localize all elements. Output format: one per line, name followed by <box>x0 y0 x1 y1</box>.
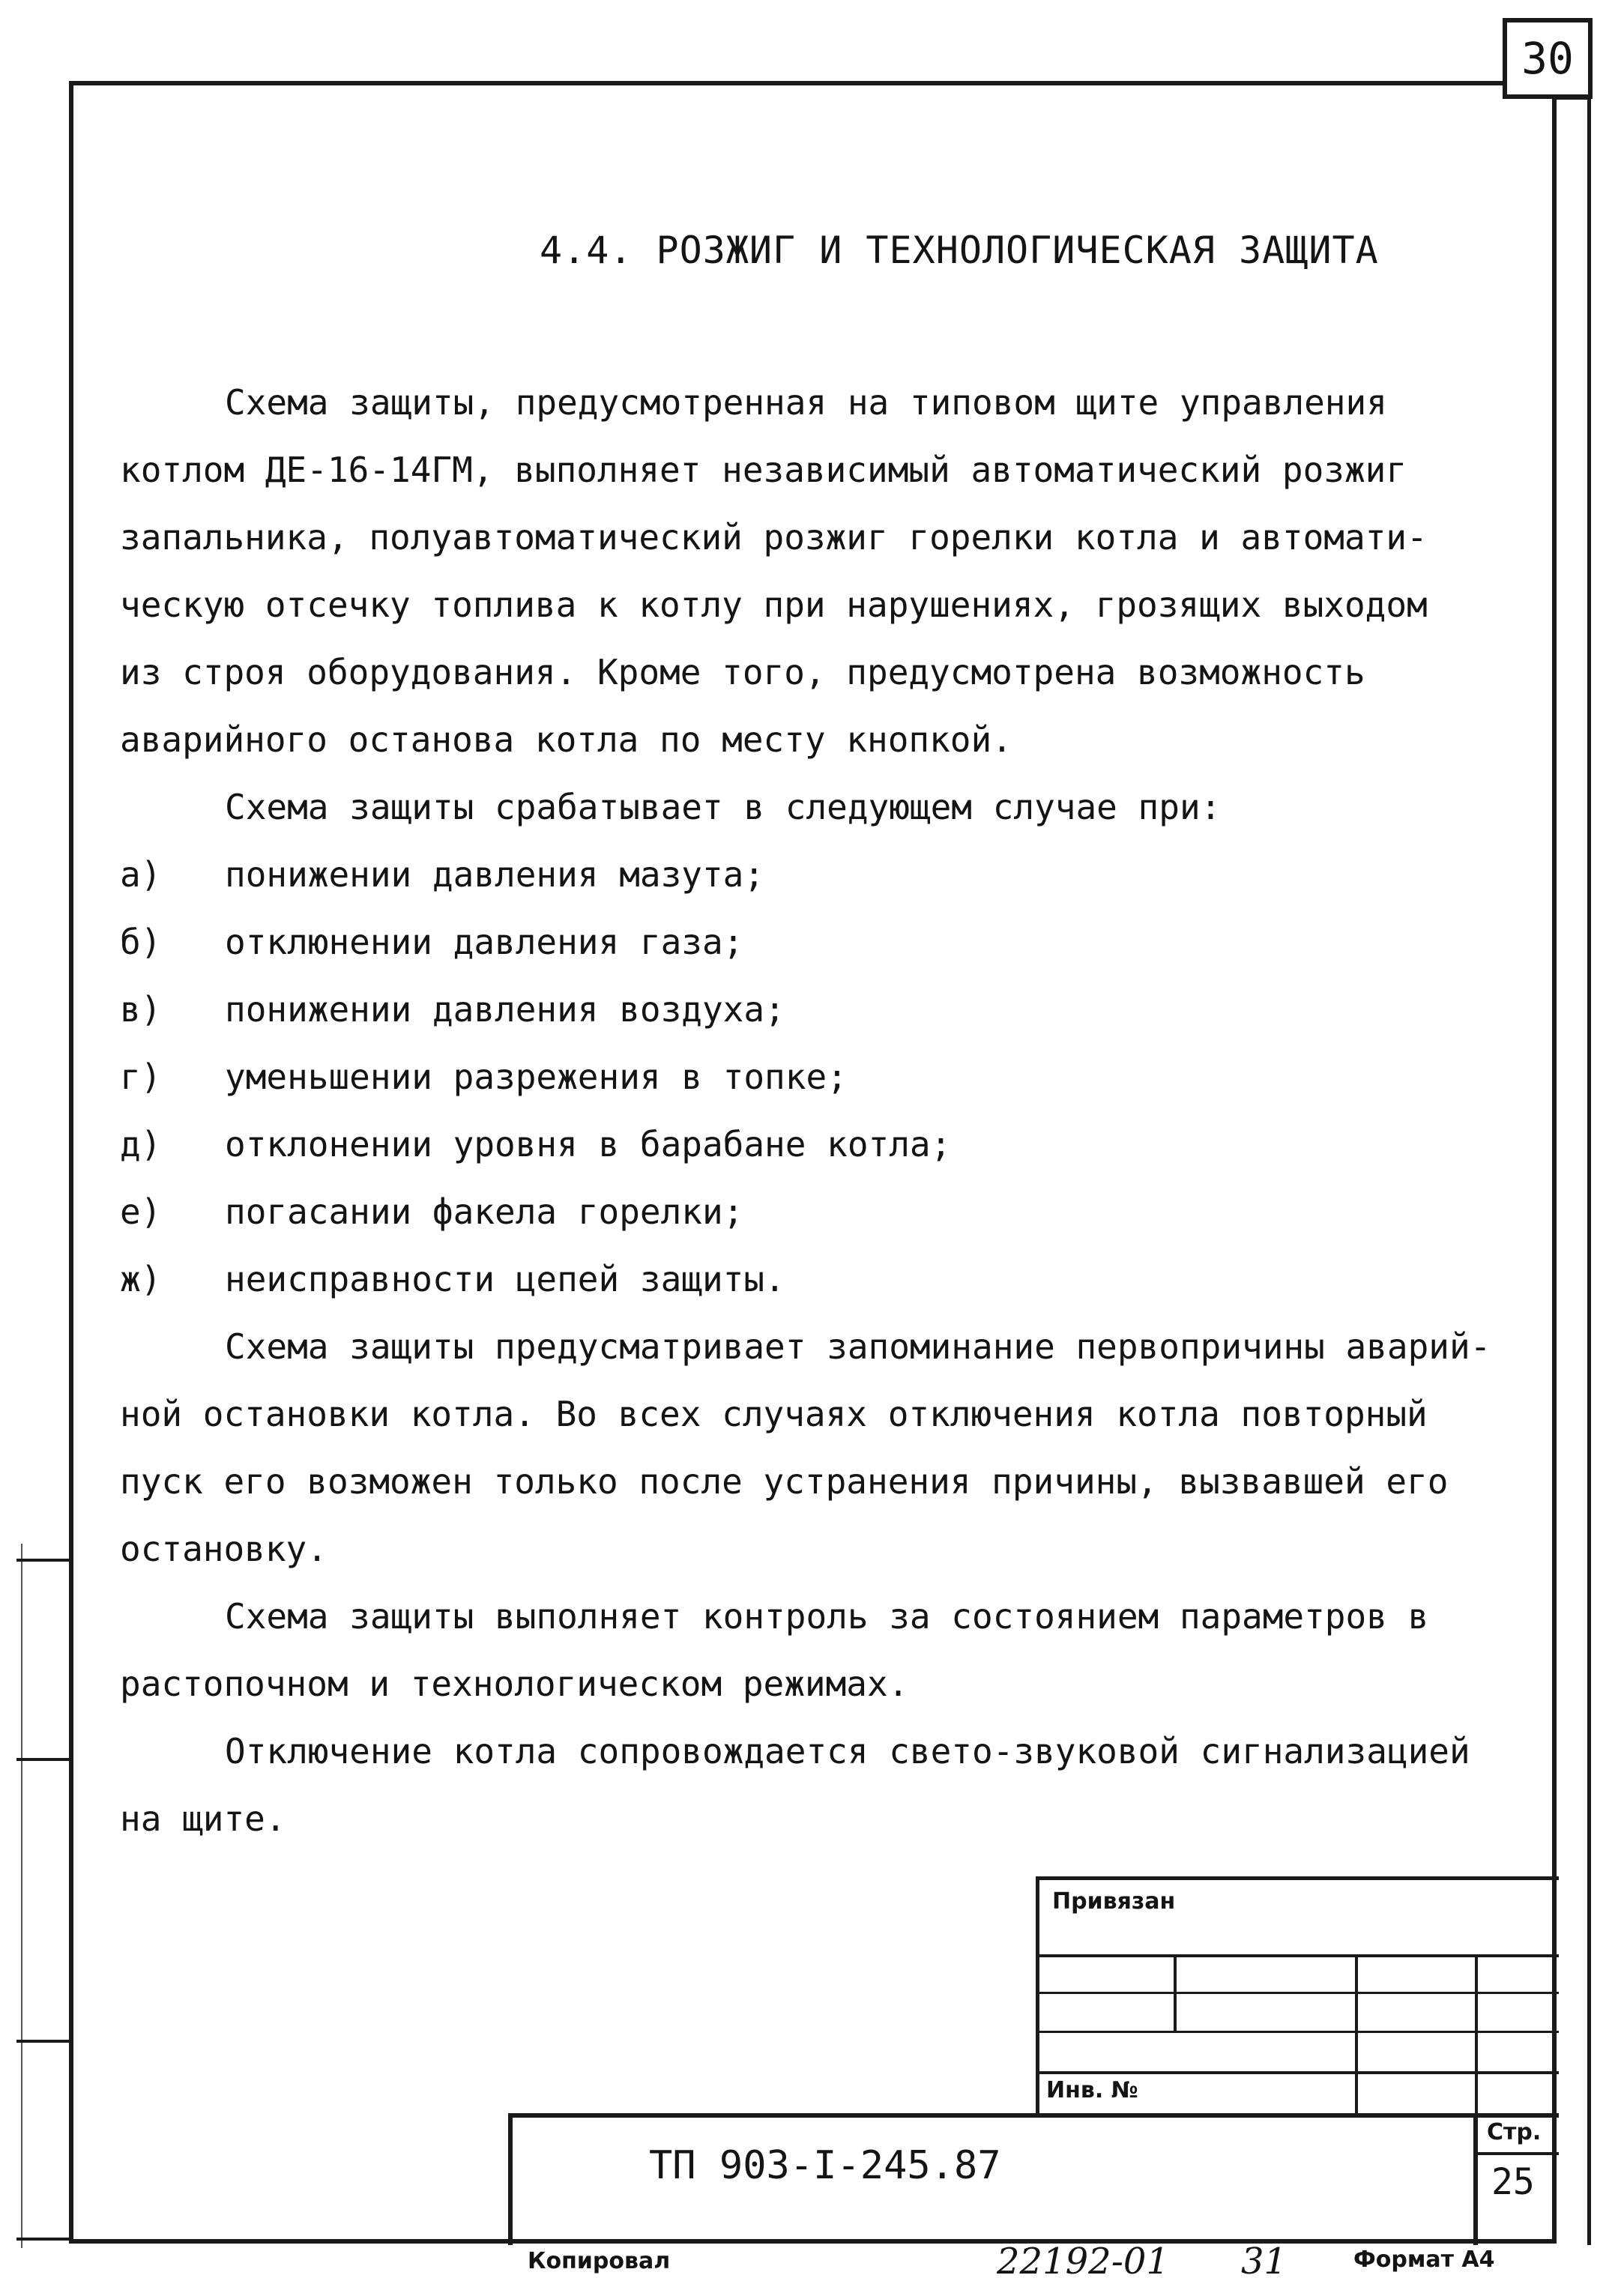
list-item <box>120 976 1514 1043</box>
margin-tick-2 <box>16 1758 70 1761</box>
list-marker: г) <box>120 1057 162 1097</box>
paragraph-2-line: Схема защиты предусматривает запоминание первопричины аварий- <box>225 1326 1491 1367</box>
stamp-sheet-col <box>1473 2113 1478 2245</box>
paragraph-4-line: Отключение котла сопровождается свето-звуковой сигнализацией <box>225 1731 1470 1771</box>
paragraph-3-line: Схема защиты выполняет контроль за состоянием параметров в <box>225 1596 1429 1637</box>
list-text: отклюнении давления газа; <box>225 922 744 962</box>
list-marker: б) <box>120 922 162 962</box>
list-item <box>120 1178 1514 1245</box>
sheet-label: Стр. <box>1487 2119 1542 2145</box>
list-text: понижении давления мазута; <box>225 854 765 895</box>
list-item <box>120 1111 1514 1178</box>
paragraph-1-line: из строя оборудования. Кроме того, предусмотрена возможность <box>120 652 1365 692</box>
list-item <box>120 908 1514 976</box>
section-title: 4.4. РОЗЖИГ И ТЕХНОЛОГИЧЕСКАЯ ЗАЩИТА <box>540 229 1379 272</box>
list-item <box>120 841 1514 908</box>
handwritten-number: 22192-01 <box>997 2241 1169 2283</box>
paragraph-1-line: аварийного останова котла по месту кнопкой. <box>120 719 1012 760</box>
page-number: 30 <box>1503 18 1593 99</box>
paragraph-2-line: ной остановки котла. Во всех случаях отключения котла повторный <box>120 1394 1428 1434</box>
list-item <box>120 1245 1514 1313</box>
paragraph-4-line: на щите. <box>120 1798 286 1839</box>
margin-tick-4 <box>16 2238 70 2241</box>
paragraph-1-line: котлом ДЕ-16-14ГМ, выполняет независимый автоматический розжиг <box>120 450 1407 490</box>
list-text: погасании факела горелки; <box>225 1191 744 1232</box>
frame-outer-right <box>1587 97 1591 2245</box>
list-text: уменьшении разрежения в топке; <box>225 1057 848 1097</box>
paragraph-1-line: ческую отсечку топлива к котлу при нарушениях, грозящих выходом <box>120 584 1428 625</box>
stamp-sheet-row <box>1473 2152 1559 2155</box>
paragraph-3-line: растопочном и технологическом режимах. <box>120 1664 909 1704</box>
list-marker: а) <box>120 854 162 895</box>
handwritten-page: 31 <box>1241 2241 1288 2283</box>
list-text: отклонении уровня в барабане котла; <box>225 1124 952 1164</box>
stamp-upper-top <box>1036 1876 1559 1880</box>
paragraph-1-line: Схема защиты, предусмотренная на типовом щите управления <box>225 382 1387 423</box>
stamp-row-1 <box>1036 1954 1559 1957</box>
body-text <box>120 369 1514 1852</box>
stamp-col-1 <box>1174 1954 1177 2032</box>
copied-label: Копировал <box>528 2248 671 2274</box>
format-label: Формат А4 <box>1353 2247 1495 2273</box>
list-marker: д) <box>120 1124 162 1164</box>
stamp-row-2 <box>1036 1992 1559 1994</box>
list-intro: Схема защиты срабатывает в следующем случае при: <box>225 787 1222 827</box>
list-marker: е) <box>120 1191 162 1232</box>
margin-tick-1 <box>16 1559 70 1562</box>
list-item <box>120 1043 1514 1111</box>
list-marker: в) <box>120 989 162 1030</box>
stamp-upper-left <box>1036 1876 1039 2116</box>
paragraph-2-line: пуск его возможен только после устранения причины, вызвавшей его <box>120 1461 1449 1502</box>
bound-label: Привязан <box>1052 1888 1176 1915</box>
stamp-col-3 <box>1475 1954 1478 2116</box>
sheet-number: 25 <box>1491 2161 1535 2203</box>
inv-label: Инв. № <box>1046 2077 1138 2103</box>
stamp-col-2 <box>1355 1954 1358 2116</box>
stamp-row-4 <box>1036 2071 1559 2074</box>
paragraph-2-line: остановку. <box>120 1529 327 1569</box>
list-text: понижении давления воздуха; <box>225 989 785 1030</box>
paragraph-1-line: запальника, полуавтоматический розжиг горелки котла и автомати- <box>120 517 1428 558</box>
document-code: ТП 903-I-245.87 <box>649 2143 1001 2188</box>
list-text: неисправности цепей защиты. <box>225 1259 785 1299</box>
list-marker: ж) <box>120 1259 162 1299</box>
stamp-lower-top <box>508 2113 1559 2118</box>
margin-tick-3 <box>16 2040 70 2043</box>
margin-line <box>21 1544 22 2248</box>
stamp-lower-left <box>508 2113 513 2245</box>
stamp-row-3 <box>1036 2031 1559 2033</box>
